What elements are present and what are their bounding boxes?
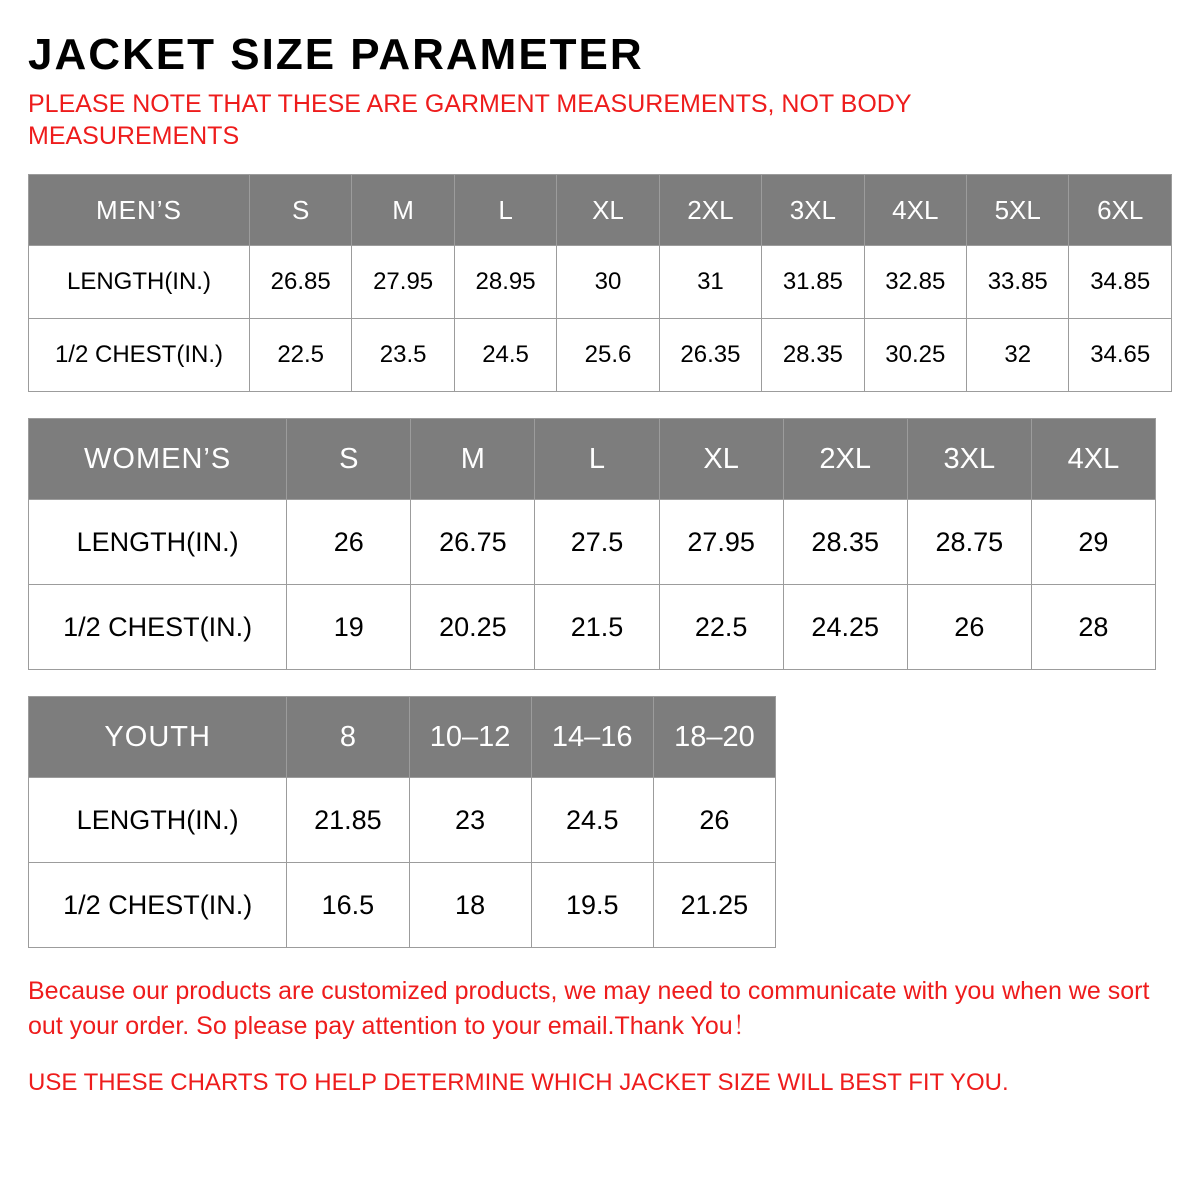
youth-cell: 24.5 (531, 778, 653, 863)
womens-cell: 27.5 (535, 500, 659, 585)
mens-cell: 22.5 (249, 319, 351, 392)
mens-cell: 34.65 (1069, 319, 1172, 392)
womens-cell: 24.25 (783, 585, 907, 670)
womens-cell: 28.75 (907, 500, 1031, 585)
youth-row-label: LENGTH(IN.) (29, 778, 287, 863)
mens-cell: 27.95 (352, 246, 454, 319)
youth-cell: 21.25 (653, 863, 775, 948)
mens-size-header: 5XL (967, 175, 1069, 246)
table-row (29, 778, 776, 863)
mens-header-label: MEN’S (29, 175, 250, 246)
womens-cell: 29 (1031, 500, 1155, 585)
womens-size-header: L (535, 419, 659, 500)
mens-cell: 26.35 (659, 319, 761, 392)
mens-cell: 34.85 (1069, 246, 1172, 319)
table-row (29, 419, 1156, 500)
womens-cell: 28.35 (783, 500, 907, 585)
womens-row-label: LENGTH(IN.) (29, 500, 287, 585)
customization-note: Because our products are customized products, we may need to communicate with you when we sort out your order. So please pay attention to your email.Thank You！ (28, 977, 1150, 1041)
youth-cell: 26 (653, 778, 775, 863)
womens-size-table (28, 418, 1156, 670)
mens-cell: 31.85 (762, 246, 864, 319)
youth-header-label: YOUTH (29, 697, 287, 778)
chart-usage-note: USE THESE CHARTS TO HELP DETERMINE WHICH JACKET SIZE WILL BEST FIT YOU. (28, 1069, 1009, 1097)
youth-size-header: 8 (287, 697, 409, 778)
youth-cell: 16.5 (287, 863, 409, 948)
youth-cell: 19.5 (531, 863, 653, 948)
table-row (29, 500, 1156, 585)
mens-cell: 24.5 (454, 319, 556, 392)
mens-size-header: 4XL (864, 175, 966, 246)
mens-size-header: 2XL (659, 175, 761, 246)
womens-cell: 26.75 (411, 500, 535, 585)
womens-size-header: XL (659, 419, 783, 500)
womens-header-label: WOMEN’S (29, 419, 287, 500)
table-row (29, 863, 776, 948)
table-row (29, 319, 1172, 392)
footer-notes (28, 974, 1172, 1100)
mens-cell: 33.85 (967, 246, 1069, 319)
youth-table-header (29, 697, 776, 778)
youth-cell: 23 (409, 778, 531, 863)
mens-size-header: M (352, 175, 454, 246)
womens-table-body (29, 500, 1156, 670)
mens-size-header: 3XL (762, 175, 864, 246)
womens-cell: 19 (287, 585, 411, 670)
table-row (29, 175, 1172, 246)
youth-size-header: 18–20 (653, 697, 775, 778)
mens-table-body (29, 246, 1172, 392)
mens-size-header: L (454, 175, 556, 246)
womens-size-header: 3XL (907, 419, 1031, 500)
womens-cell: 20.25 (411, 585, 535, 670)
mens-cell: 25.6 (557, 319, 659, 392)
mens-row-label: 1/2 CHEST(IN.) (29, 319, 250, 392)
womens-cell: 26 (287, 500, 411, 585)
womens-cell: 28 (1031, 585, 1155, 670)
garment-measurement-note: PLEASE NOTE THAT THESE ARE GARMENT MEASUREMENTS, NOT BODY MEASUREMENTS (28, 90, 912, 151)
mens-table-header (29, 175, 1172, 246)
page-title: JACKET SIZE PARAMETER (28, 30, 644, 79)
womens-size-header: M (411, 419, 535, 500)
mens-cell: 30.25 (864, 319, 966, 392)
mens-cell: 32.85 (864, 246, 966, 319)
mens-cell: 30 (557, 246, 659, 319)
womens-size-header: 4XL (1031, 419, 1155, 500)
youth-cell: 21.85 (287, 778, 409, 863)
mens-cell: 26.85 (249, 246, 351, 319)
youth-table-body (29, 778, 776, 948)
mens-size-header: S (249, 175, 351, 246)
mens-cell: 28.95 (454, 246, 556, 319)
womens-cell: 21.5 (535, 585, 659, 670)
womens-cell: 22.5 (659, 585, 783, 670)
table-row (29, 585, 1156, 670)
mens-cell: 23.5 (352, 319, 454, 392)
mens-size-header: XL (557, 175, 659, 246)
womens-table-header (29, 419, 1156, 500)
mens-size-header: 6XL (1069, 175, 1172, 246)
womens-cell: 26 (907, 585, 1031, 670)
youth-row-label: 1/2 CHEST(IN.) (29, 863, 287, 948)
youth-size-table (28, 696, 776, 948)
youth-size-header: 14–16 (531, 697, 653, 778)
table-row (29, 697, 776, 778)
table-row (29, 246, 1172, 319)
mens-cell: 31 (659, 246, 761, 319)
womens-cell: 27.95 (659, 500, 783, 585)
mens-cell: 32 (967, 319, 1069, 392)
mens-cell: 28.35 (762, 319, 864, 392)
youth-cell: 18 (409, 863, 531, 948)
womens-size-header: S (287, 419, 411, 500)
womens-size-header: 2XL (783, 419, 907, 500)
mens-row-label: LENGTH(IN.) (29, 246, 250, 319)
mens-size-table (28, 174, 1172, 392)
youth-size-header: 10–12 (409, 697, 531, 778)
womens-row-label: 1/2 CHEST(IN.) (29, 585, 287, 670)
